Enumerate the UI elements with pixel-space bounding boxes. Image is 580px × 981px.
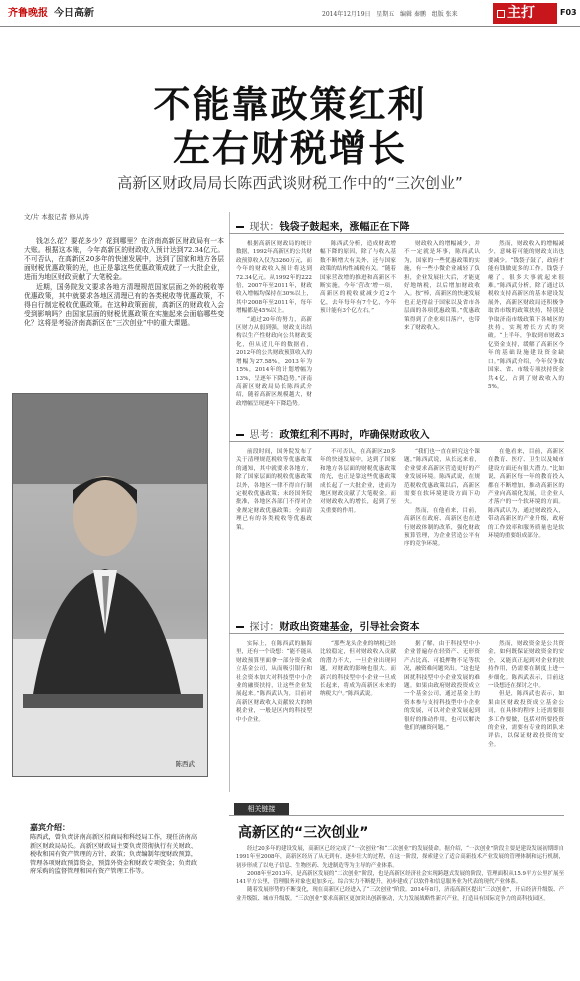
article-paragraph: 前段时间，国务院发布了关于清理规范税收等优惠政策的通知，其中就要求各地方，除了国家层面的税收优惠政策以外，各地区一律不得自行制定税收优惠政策；未经国务院批准，各地区各部门不得对企业规定财政优惠政策；全面清理已有的各类税收等优惠政策。 [236,449,312,531]
article-paragraph: 财政收入的增幅减少，并不一定就是坏事，陈西武认为，国家的一些优惠政策的实施，有一些小微企业减轻了负担，企业发展壮大后，才能更好地纳税，以后增加财政收入。按“棒，高新区的快速发展也正是得益于国家以及省市各层面的各项优惠政策。”优惠政策得到了企业项目落户，也带来了财政收入。 [404,241,480,332]
guest-intro-label: 嘉宾介绍： [30,823,70,832]
article-paragraph: “那些龙头企业的纳税已经比较稳定，但对财政收入贡献的潜力不大，一旦企业出现问题，对财政的影响也很大。而新兴的科技型中小企业一旦成长起来，将成为高新区未来的纳税大户。”陈西武说。 [320,641,396,698]
article-paragraph: “通过20年的努力，高新区财力从弱到强，财政支出结构以生产性财政向公共财政变化，但从近几年的数据看，2012年的公共财政预算收入的增幅为27.58%，2013年为15%，2014年的计划增幅为13%，呈逐年下降趋势。”济南高新区财政局局长陈西武介绍，随着高新区规模越大，财政增幅呈现逐年下降趋势。 [236,316,312,407]
section-name: 今日高新 [54,8,94,19]
section-title: 政策红利不再时，咋确保财政收入 [279,430,430,441]
section-rule [229,441,564,442]
article-paragraph: 2008年至2013年，是高新区发展的“二次创业”阶段，也是高新区经济社会实现跨越式发展的阶段，管理面积从15.9平方公里扩展至141平方公里，管理服务对象也更加多元。综合实力不断提升，初步建成了以软件和信息服务业为代表的现代产业体系。 [236,870,564,886]
section-rule [229,815,564,816]
portrait-photo [12,393,208,777]
article-column [236,640,312,792]
article-column [404,448,480,616]
article-paragraph: 实际上，在陈西武的脑海里，还有一个设想：“能不能从财政预算里面拿一部分资金成立基金公司，从而吸引银行和社会资本加大对科技型中小企业的融资扶持，让这些企业发展起来。”陈西武认为，目前对高新区财政收入贡献较大的纳税企业，一般是区内的科技型中小企业。 [236,641,312,723]
article-paragraph: 然而，财政收入的增幅减少，意味着可能的财政支出也要减少。“钱袋子鼓了，政府才能有钱做更多的工作。钱袋子瘪了，很多大事就起来很难。”陈西武分析，除了通过以税收支持高新区的基本建设发展外，高新区财政局还积极争取省市级的政策扶持，特别是争取济南市级政策下各城区的扶持，实现增长方式的突破。“上半年，争取到市财政3亿资金支持，缓解了高新区今年的基础设施建设资金缺口。”陈西武介绍，今年仅争取国家、省、市级专项扶持资金共4亿，占到了财政收入的5%。 [488,241,564,390]
section-rule [229,233,564,234]
section-title: 财政出资建基金，引导社会资本 [279,622,420,633]
column-divider [229,212,230,792]
article-paragraph: 经过20多年的建设发展，高新区已经完成了“一次创业”和“二次创业”的发展使命。据介绍，“一次创业”阶段主要是建设发展初期即自1991年至2008年，高新区经历了从无到有，逐步壮大的过程，在这一阶段，探索建立了适合高新技术产业发展的管理体制和运行机制，初步形成了以电子信息、生物医药、先进制造等为主导的产业体系。 [236,846,564,869]
article-column [488,240,564,422]
related-link-title: 高新区的“三次创业” [238,825,369,841]
masthead [0,0,580,27]
article-column [404,640,480,792]
article-column [320,448,396,616]
article-paragraph: 根据高新区财政局的统计数据，1992年高新区的公共财政预算收入仅为3260万元，而今年的财政收入预计将达到72.34亿元。从1992年的222倍，2007年至2011年，财政收入增幅均保持在30%以上，其中2008年至2011年，每年增幅都是45%以上。 [236,241,312,315]
article-column [488,640,564,792]
section-discussion-columns [236,640,564,792]
page-number: F03 [560,8,577,17]
section-heading-status [236,218,409,233]
related-link-body [236,845,564,903]
section-thinking-columns [236,448,564,616]
subheadline: 高新区财政局局长陈西武谈财税工作中的“三次创业” [117,174,463,192]
lede [24,237,224,329]
issue-date: 2014年12月19日 [322,11,371,18]
headline-line-1: 不能靠政策红利 [153,83,427,126]
photo-caption: 陈西武 [175,760,195,768]
newspaper-name: 齐鲁晚报 [8,8,48,19]
lede-paragraph: 近期，国务院发文要求各地方清理规范国家层面之外的税收等优惠政策，其中就要求各地区清理已有的各类税收等优惠政策，不得自行制定税收优惠政策。在这种政策面前，高新区的财政收入会受到影响吗？由国家层面的财税优惠政策在实施起来会面临哪些变化？这将是考验济南高新区在“三次创业”中的重大课题。 [24,283,224,327]
section-label: 思考： [249,430,280,441]
section-status-columns [236,240,564,422]
headline-line-2: 左右财税增长 [173,127,407,170]
article-paragraph: 陈西武分析，造成财政增幅下降的原因，除了与收入基数不断增大有关外，还与国家政策的结构性减税有关。“随着国家营改增的推进和高新区不断实施，今年‘营改’增一项，高新区的税收就减少近2个亿，去年每年有7个亿，今年预计能有3个亿左右。” [320,241,396,315]
section-label: 现状： [249,222,280,233]
masthead-meta [322,9,458,18]
article-column [320,240,396,422]
article-paragraph: 然而，财政资金是公共资金，如何既保证财政资金的安全，又能真正起到对企业的扶持作用，仍需要在制度上进一步细化。陈西武表示，目前这一设想还在探讨之中。 [488,641,564,690]
topic-tag [493,3,557,24]
portrait-illustration [13,394,207,776]
tag-square-icon [497,10,505,18]
related-link-tag: 相关链接 [234,803,289,815]
topic-tag-label: 主打 [507,5,535,21]
article-paragraph: “我们也一直在研究这个课题。”陈西武说，从长远来看，企业要求高新区营造更好的产业发展环境。陈西武说，在规范税收优惠政策以后，高新区需要在软环境建设方面下功夫。 [404,449,480,506]
article-paragraph: 在他看来，目前，高新区在教育、医疗、卫生以及城市建设方面还有很大潜力。”比如说，高新区每一年的教育投入都在不断增加，推动高新区的产业向高端化发展，让企业人才落户的一个软环境的方面。陈西武认为，通过财政投入，带动高新区的产业升级，政府的工作效率和服务质量也是软环境的重要组成部分。 [488,449,564,540]
article-paragraph: 据了解，由于科技型中小企业普遍存在轻资产、无形资产占比高、可抵押物不足等状况，融资难问题突出。“这也是困扰科技型中小企业发展的难题。如果由政府财政投资成立一个基金公司，通过基金上的资本参与支持科技型中小企业的发展，可以对企业发展起到很好的推动作用，也可以解决他们的融资问题。” [404,641,480,732]
section-heading-thinking [236,426,429,441]
editor-credit: 编辑 秦鹏 [400,11,426,18]
section-rule [229,633,564,634]
masthead-brand [8,4,94,19]
article-paragraph: 随着发展形势的不断变化，现在高新区已经进入了“三次创业”阶段。2014年8月，济南高新区提出“三次创业”，开启经济升级版、产业升级版、城市升级版。“三次创业”要求高新区更加突出创新驱动，大力发展战略性新兴产业，打造具有国际竞争力的高科技园区。 [236,887,564,902]
article-column [236,448,312,616]
section-heading-discussion [236,618,419,633]
layout-credit: 组版 张来 [431,11,458,18]
section-label: 探讨： [249,622,280,633]
lede-paragraph: 钱怎么花？要花多少？花到哪里？在济南高新区财政局有一本大账。根据这本账，今年高新区的财政收入预计达到72.34亿元。不可否认，在高新区20多年的快速发展中，达到了国家和地方各层面财税优惠政策的光，也正是靠这些优惠政策成就了一大批企业，进而为地区财政贡献了大笔税金。 [24,237,224,281]
guest-intro-text: 陈西武，曾负责济南高新区招商局和科经局工作，现任济南高新区财政局局长。高新区财政局主要负责贯彻执行有关财政、税收和国有资产管理的方针、政策；负责编制年度财政预算，管理各项财政预算资金，预算外资金和财政专项资金；负责政府采购的监督管理和国有资产管理工作等。 [30,834,198,875]
article-column [236,240,312,422]
article-column [404,240,480,422]
article-column [320,640,396,792]
section-title: 钱袋子鼓起来，涨幅正在下降 [279,222,410,233]
issue-weekday: 星期五 [376,11,395,18]
article-column [488,448,564,616]
byline: 文/片 本报记者 修从涛 [24,213,89,221]
article-paragraph: 然而，在他看来，目前，高新区在政府、高新区也在进行财政体制的改革，强化财政预算管理，为企业营造公平有序的竞争环境。 [404,507,480,548]
article-paragraph: 不可否认，在高新区20多年的快速发展中，达到了国家和地方各层面的财税优惠政策的光，也正是靠这些优惠政策成长起了一大批企业，进而为地区财政贡献了大笔税金。而对财政收入的增长，起到了至关重要的作用。 [320,449,396,514]
article-paragraph: 但是，陈西武也表示，如果由区财政投资成立基金公司，在具体的程序上还需要很多工作要做，包括对所要投资的企业，需要有专业的团队来评估，以保证财政投资的安全。 [488,691,564,748]
